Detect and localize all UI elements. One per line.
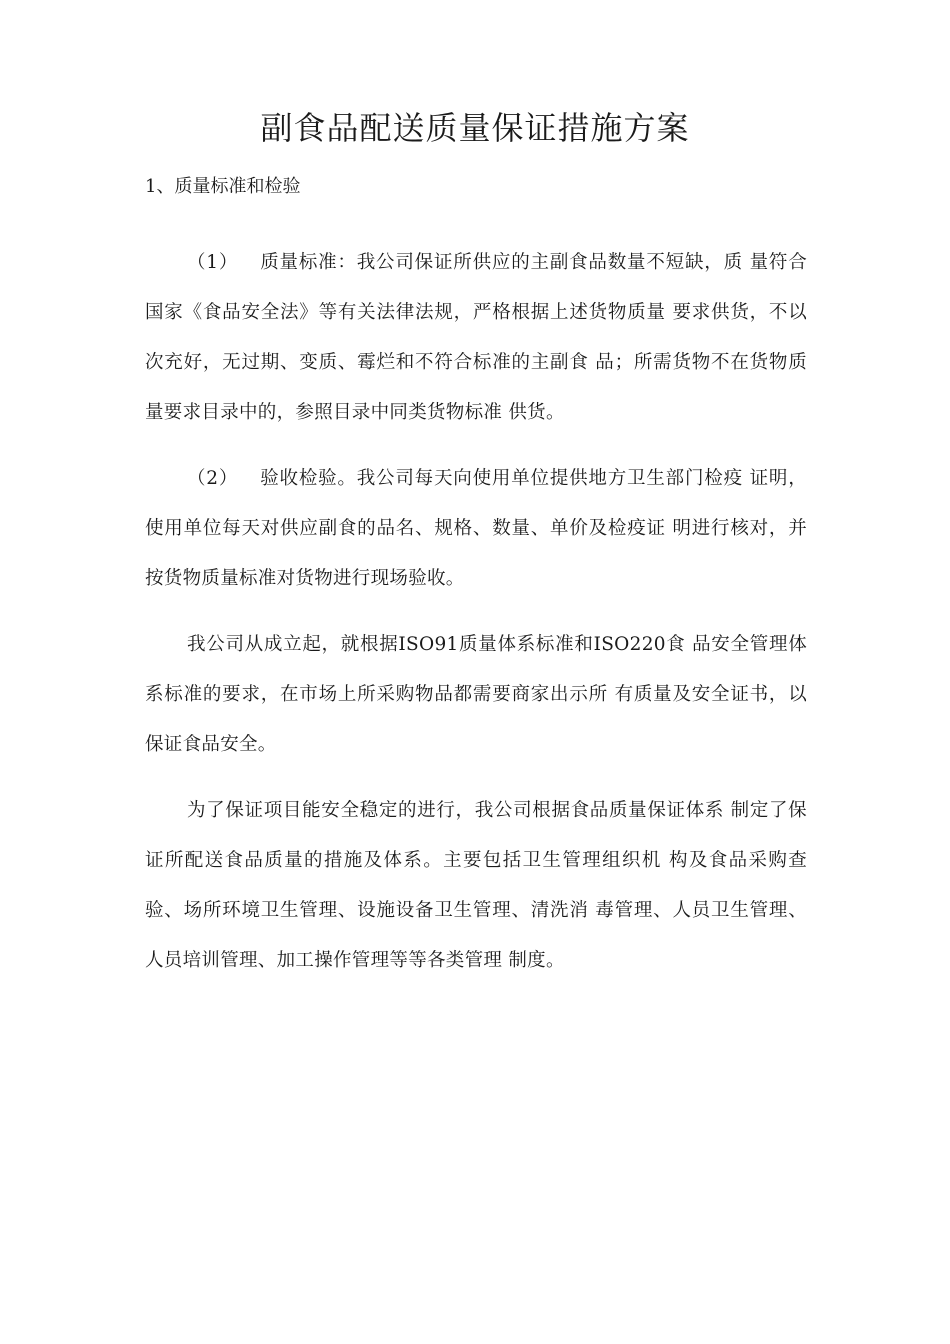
paragraph-text: 验收检验。我公司每天向使用单位提供地方卫生部门检疫 证明，使用单位每天对供应副食的品名、规格、数量、单价及检疫证 明进行核对，并按货物质量标准对货物进行现场验收。 [145,468,807,589]
paragraph-iso-standards [145,620,807,770]
paragraph-quality-standard [145,238,807,438]
paragraph-text: 质量标准：我公司保证所供应的主副食品数量不短缺，质 量符合国家《食品安全法》等有关法律法规，严格根据上述货物质量 要求供货，不以次充好，无过期、变质、霉烂和不符合标准的主副食 品；所需货物不在货物质量要求目录中的，参照目录中同类货物标准 供货。 [145,252,807,423]
document-title: 副食品配送质量保证措施方案 [260,109,690,147]
paragraph-number: （2） [187,468,239,489]
paragraph-number: （1） [187,252,239,273]
paragraph-text: 为了保证项目能安全稳定的进行，我公司根据食品质量保证体系 制定了保证所配送食品质量的措施及体系。主要包括卫生管理组织机 构及食品采购查验、场所环境卫生管理、设施设备卫生管理、清洗消 毒管理、人员卫生管理、人员培训管理、加工操作管理等等各类管理 制度。 [145,800,807,971]
paragraph-management-system [145,786,807,986]
document-body [145,238,807,1002]
paragraph-acceptance-inspection [145,454,807,604]
paragraph-text: 我公司从成立起，就根据ISO91质量体系标准和ISO220食 品安全管理体系标准的要求，在市场上所采购物品都需要商家出示所 有质量及安全证书，以保证食品安全。 [145,634,807,755]
section-heading: 1、质量标准和检验 [145,176,301,197]
